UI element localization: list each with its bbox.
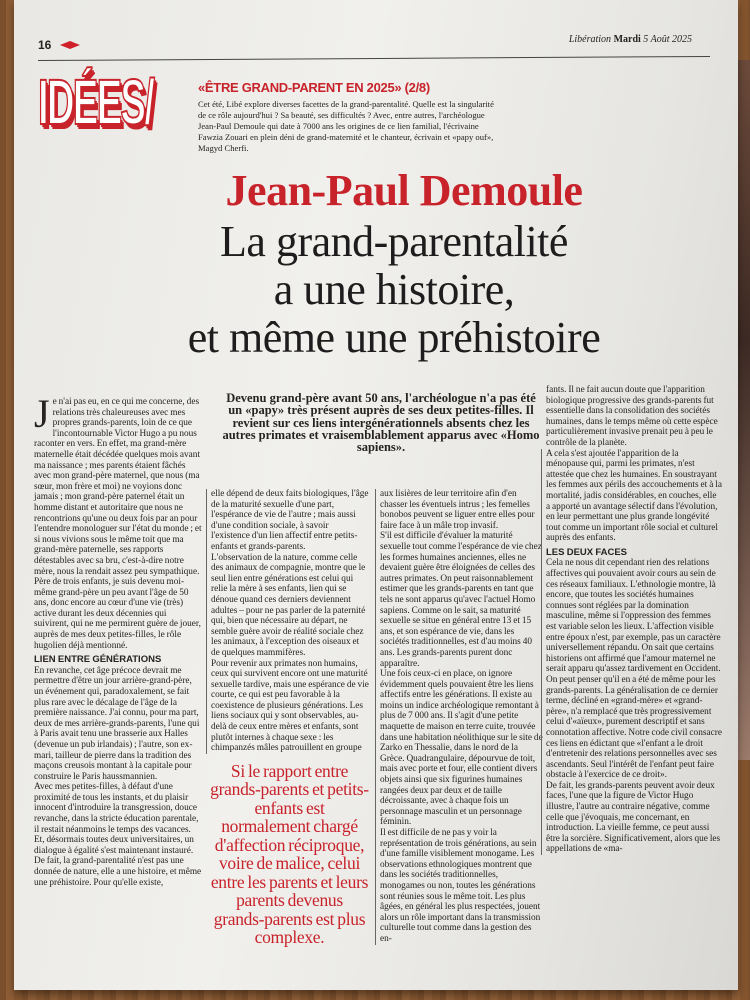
lede: Devenu grand-père avant 50 ans, l'archéologue n'a pas été un «papy» très présent auprès de ses deux petites-filles. Il revient sur ces liens intergénérationnels absents chez les autres primates et vraisemblablement apparus avec «Homo sapiens».: [222, 391, 540, 455]
headline-line: La grand-parentalité: [220, 217, 568, 266]
headline-line: et même une préhistoire: [187, 313, 601, 362]
paragraph: A cela s'est ajoutée l'apparition de la ménopause qui, parmi les primates, n'est attestée que chez les humaines. En soustrayant les femmes aux périls des accouchements et à la mortalité, jadis considérables, en couches, elle a apporté un avantage sélectif dans l'évolution, en leur permettant une plus grande longévité tout comme un important rôle social et culturel auprès des enfants.: [546, 448, 722, 544]
pull-quote: Si le rapport entre grands-parents et petits-enfants est normalement chargé d'affection réciproque, voire de malice, celui entre les parents et leurs parents devenus grands-parents est plus complexe.: [210, 760, 369, 948]
column-4: [546, 385, 722, 855]
series-intro: Cet été, Libé explore diverses facettes de la grand-parentalité. Quelle est la singularité de ce rôle aujourd'hui ? Sa beauté, ses difficultés ? Avec, entre autres, l'archéologue Jean-Paul Demoule qui date à 7000 ans les origines de ce lien familial, l'écrivaine Fawzia Zouari en plein déni de grand-maternité et le chanteur, écrivain et «papy ouf», Magyd Cherfi.: [198, 99, 494, 153]
paragraph: e n'ai pas eu, en ce qui me concerne, des relations très chaleureuses avec mes propres grands-parents, loin de ce que l'incontournable Victor Hugo a pu nous raconter en vers. En effet, ma grand-mère maternelle était décédée quelques mois avant ma naissance ; mes parents étaient fâchés avec mon grand-père maternel, que nous (ma sœur, mon frère et moi) ne voyions donc jamais ; mon grand-père paternel était un homme distant et autoritaire que nous ne rencontrions qu'une ou deux fois par an pour l'entendre monologuer sur l'état du monde ; et si nous vivions sous le même toit que ma grand-mère paternelle, ses rapports détestables avec sa bru, c'est-à-dire notre mère, nous la rendait assez peu sympathique.: [34, 397, 202, 577]
paragraph: L'observation de la nature, comme celle des animaux de compagnie, montre que le seul lien entre générations est celui qui relie la mère à ses enfants, lien qui se dénoue quand ces derniers deviennent adultes – pour ne pas parler de la paternité qui, bien que nécessaire au départ, ne semble guère avoir de réalité sociale chez les animaux, à l'exception des oiseaux et de quelques mammifères.: [211, 552, 366, 658]
column-2-text: [206, 489, 369, 754]
paragraph: De fait, la grand-parentalité n'est pas une donnée de nature, elle a une histoire, et même une préhistoire. Pour qu'elle existe,: [34, 856, 202, 888]
paragraph: Père de trois enfants, je suis devenu moi-même grand-père un peu avant l'âge de 50 ans, donc encore au cœur d'une vie (très) active durant les deux décennies qui suivirent, qui ne me permirent guère de jouer, auprès de mes deux petites-filles, le rôle hugolien déjà mentionné.: [34, 577, 201, 651]
section-logo: IDÉES/: [38, 66, 154, 138]
dateline: [569, 34, 692, 45]
paragraph: S'il est difficile d'évaluer la maturité sexuelle tout comme l'espérance de vie chez les formes humaines anciennes, elles ne devaient guère être éloignées de celles des autres primates. On peut raisonnablement estimer que les grands-parents en tant que tels ne sont apparus qu'avec l'actuel Homo sapiens. Comme on le sait, sa maturité sexuelle se situe en général entre 13 et 15 ans, et son espérance de vie, dans les sociétés traditionnelles, est d'au moins 40 ans. Les grands-parents purent donc apparaître.: [380, 531, 542, 669]
weekday: Mardi: [613, 34, 641, 45]
paragraph: De fait, les grands-parents peuvent avoir deux faces, l'une que la figure de Victor Hugo illustre, l'autre au contraire négative, comme celle que j'évoquais, me concernant, en introduction. La vieille femme, ce peut aussi être la sorcière. Significativement, alors que les appellations de «ma-: [546, 780, 721, 855]
column-2: [206, 489, 369, 947]
author-name: Jean-Paul Demoule: [225, 166, 583, 215]
paragraph: fants. Il ne fait aucun doute que l'apparition biologique progressive des grands-parents fut essentielle dans la consolidation des sociétés humaines, dans le temps même où cette espèce particulièrement invasive prenait peu à peu le contrôle de la planète.: [546, 385, 718, 448]
series-kicker: «ÊTRE GRAND-PARENT EN 2025» (2/8): [198, 80, 430, 95]
subheading: LES DEUX FACES: [546, 546, 628, 558]
headline-line: a une histoire,: [273, 265, 515, 314]
background-object: [736, 60, 750, 760]
paragraph: Pour revenir aux primates non humains, ceux qui survivent encore ont une maturité sexuelle tardive, mais une espérance de vie courte, ce qui est peu favorable à la coexistence de plusieurs générations. Les liens sociaux qui y sont observables, au-delà de ceux entre mères et enfants, sont plutôt internes à chaque sexe : les chimpanzés mâles patrouillent en groupe: [211, 658, 369, 754]
paragraph: aux lisières de leur territoire afin d'en chasser les éventuels intrus ; les femelles bonobos peuvent se liguer entre elles pour faire face à un mâle trop invasif.: [380, 489, 535, 531]
diamond-icon: [60, 41, 80, 49]
header-rule: [38, 56, 710, 61]
drop-cap: J: [34, 391, 50, 436]
page-number: 16: [38, 38, 52, 52]
paper-name: Libération: [568, 34, 612, 45]
headline: [74, 218, 714, 362]
paragraph: Il est difficile de ne pas y voir la représentation de trois générations, au sein d'une famille visiblement monogame. Les observations ethnologiques montrent que dans les sociétés traditionnelles, monogames ou non, toutes les générations sont réunies sous le même toit. Les plus âgées, en général les plus respectées, jouent alors un rôle important dans la transmission culturelle tout comme dans la gestion des en-: [380, 828, 541, 944]
paragraph: elle dépend de deux faits biologiques, l'âge de la maturité sexuelle d'une part, l'espérance de vie de l'autre ; mais aussi d'une condition sociale, à savoir l'existence d'un lien affectif entre petits-enfants et grands-parents.: [211, 489, 369, 552]
column-1: [34, 391, 202, 888]
paragraph: Avec mes petites-filles, à défaut d'une proximité de tous les instants, et du plaisir innocent d'introduire la transgression, douce revanche, dans la stricte éducation parentale, il restait néanmoins le temps des vacances. Et, désormais toutes deux universitaires, un dialogue à égalité s'est maintenant instauré.: [34, 782, 199, 856]
paragraph: En revanche, cet âge précoce devrait me permettre d'être un jour arrière-grand-père, un événement qui, paradoxalement, se fait plus rare avec le décalage de l'âge de la première naissance. J'ai connu, pour ma part, deux de mes arrière-grands-parents, l'une qui à Paris avait tenu une brasserie aux Halles (devenue un pub irlandais) ; l'autre, son ex-mari, tailleur de pierre dans la tradition des maçons creusois montant à la capitale pour construire le Paris haussmannien.: [34, 665, 200, 782]
paragraph: Une fois ceux-ci en place, on ignore évidemment quels pouvaient être les liens affectifs entre les générations. Il existe au moins un indice archéologique remontant à plus de 7 000 ans. Il s'agit d'une petite maquette de maison en terre cuite, trouvée dans une habitation néolithique sur le site de Zarko en Thessalie, dans le nord de la Grèce. Quadrangulaire, dépourvue de toit, mais avec porte et four, elle contient divers objets ainsi que six figurines humaines rangées deux par deux et de taille décroissante, avec à chaque fois un personnage masculin et un personnage féminin.: [380, 669, 543, 828]
newspaper-page: [14, 0, 738, 990]
column-3: [375, 489, 544, 945]
date: 5 Août 2025: [643, 34, 692, 45]
paragraph: Cela ne nous dit cependant rien des relations affectives qui pouvaient avoir cours au sein de ces réseaux familiaux. L'ethnologie montre, là encore, que toutes les sociétés humaines connues sont réglées par la domination masculine, même si l'oppression des femmes est variable selon les lieux. L'affection visible entre époux n'est, par exemple, pas un caractère universellement répandu. On sait que certains historiens ont affirmé que l'amour maternel ne serait apparu qu'assez tardivement en Occident.: [546, 558, 721, 675]
subheading: LIEN ENTRE GÉNÉRATIONS: [34, 654, 162, 666]
paragraph: On peut penser qu'il en a été de même pour les grands-parents. La généralisation de ce dernier terme, décliné en «grand-mère» et «grand-père», n'a remplacé que très progressivement celui d'«aïeux», purement descriptif et sans connotation affective. Notre code civil consacre ces liens en édictant que «l'enfant a le droit d'entretenir des relations personnelles avec ses ascendants. Seul l'intérêt de l'enfant peut faire obstacle à l'exercice de ce droit».: [546, 674, 722, 781]
